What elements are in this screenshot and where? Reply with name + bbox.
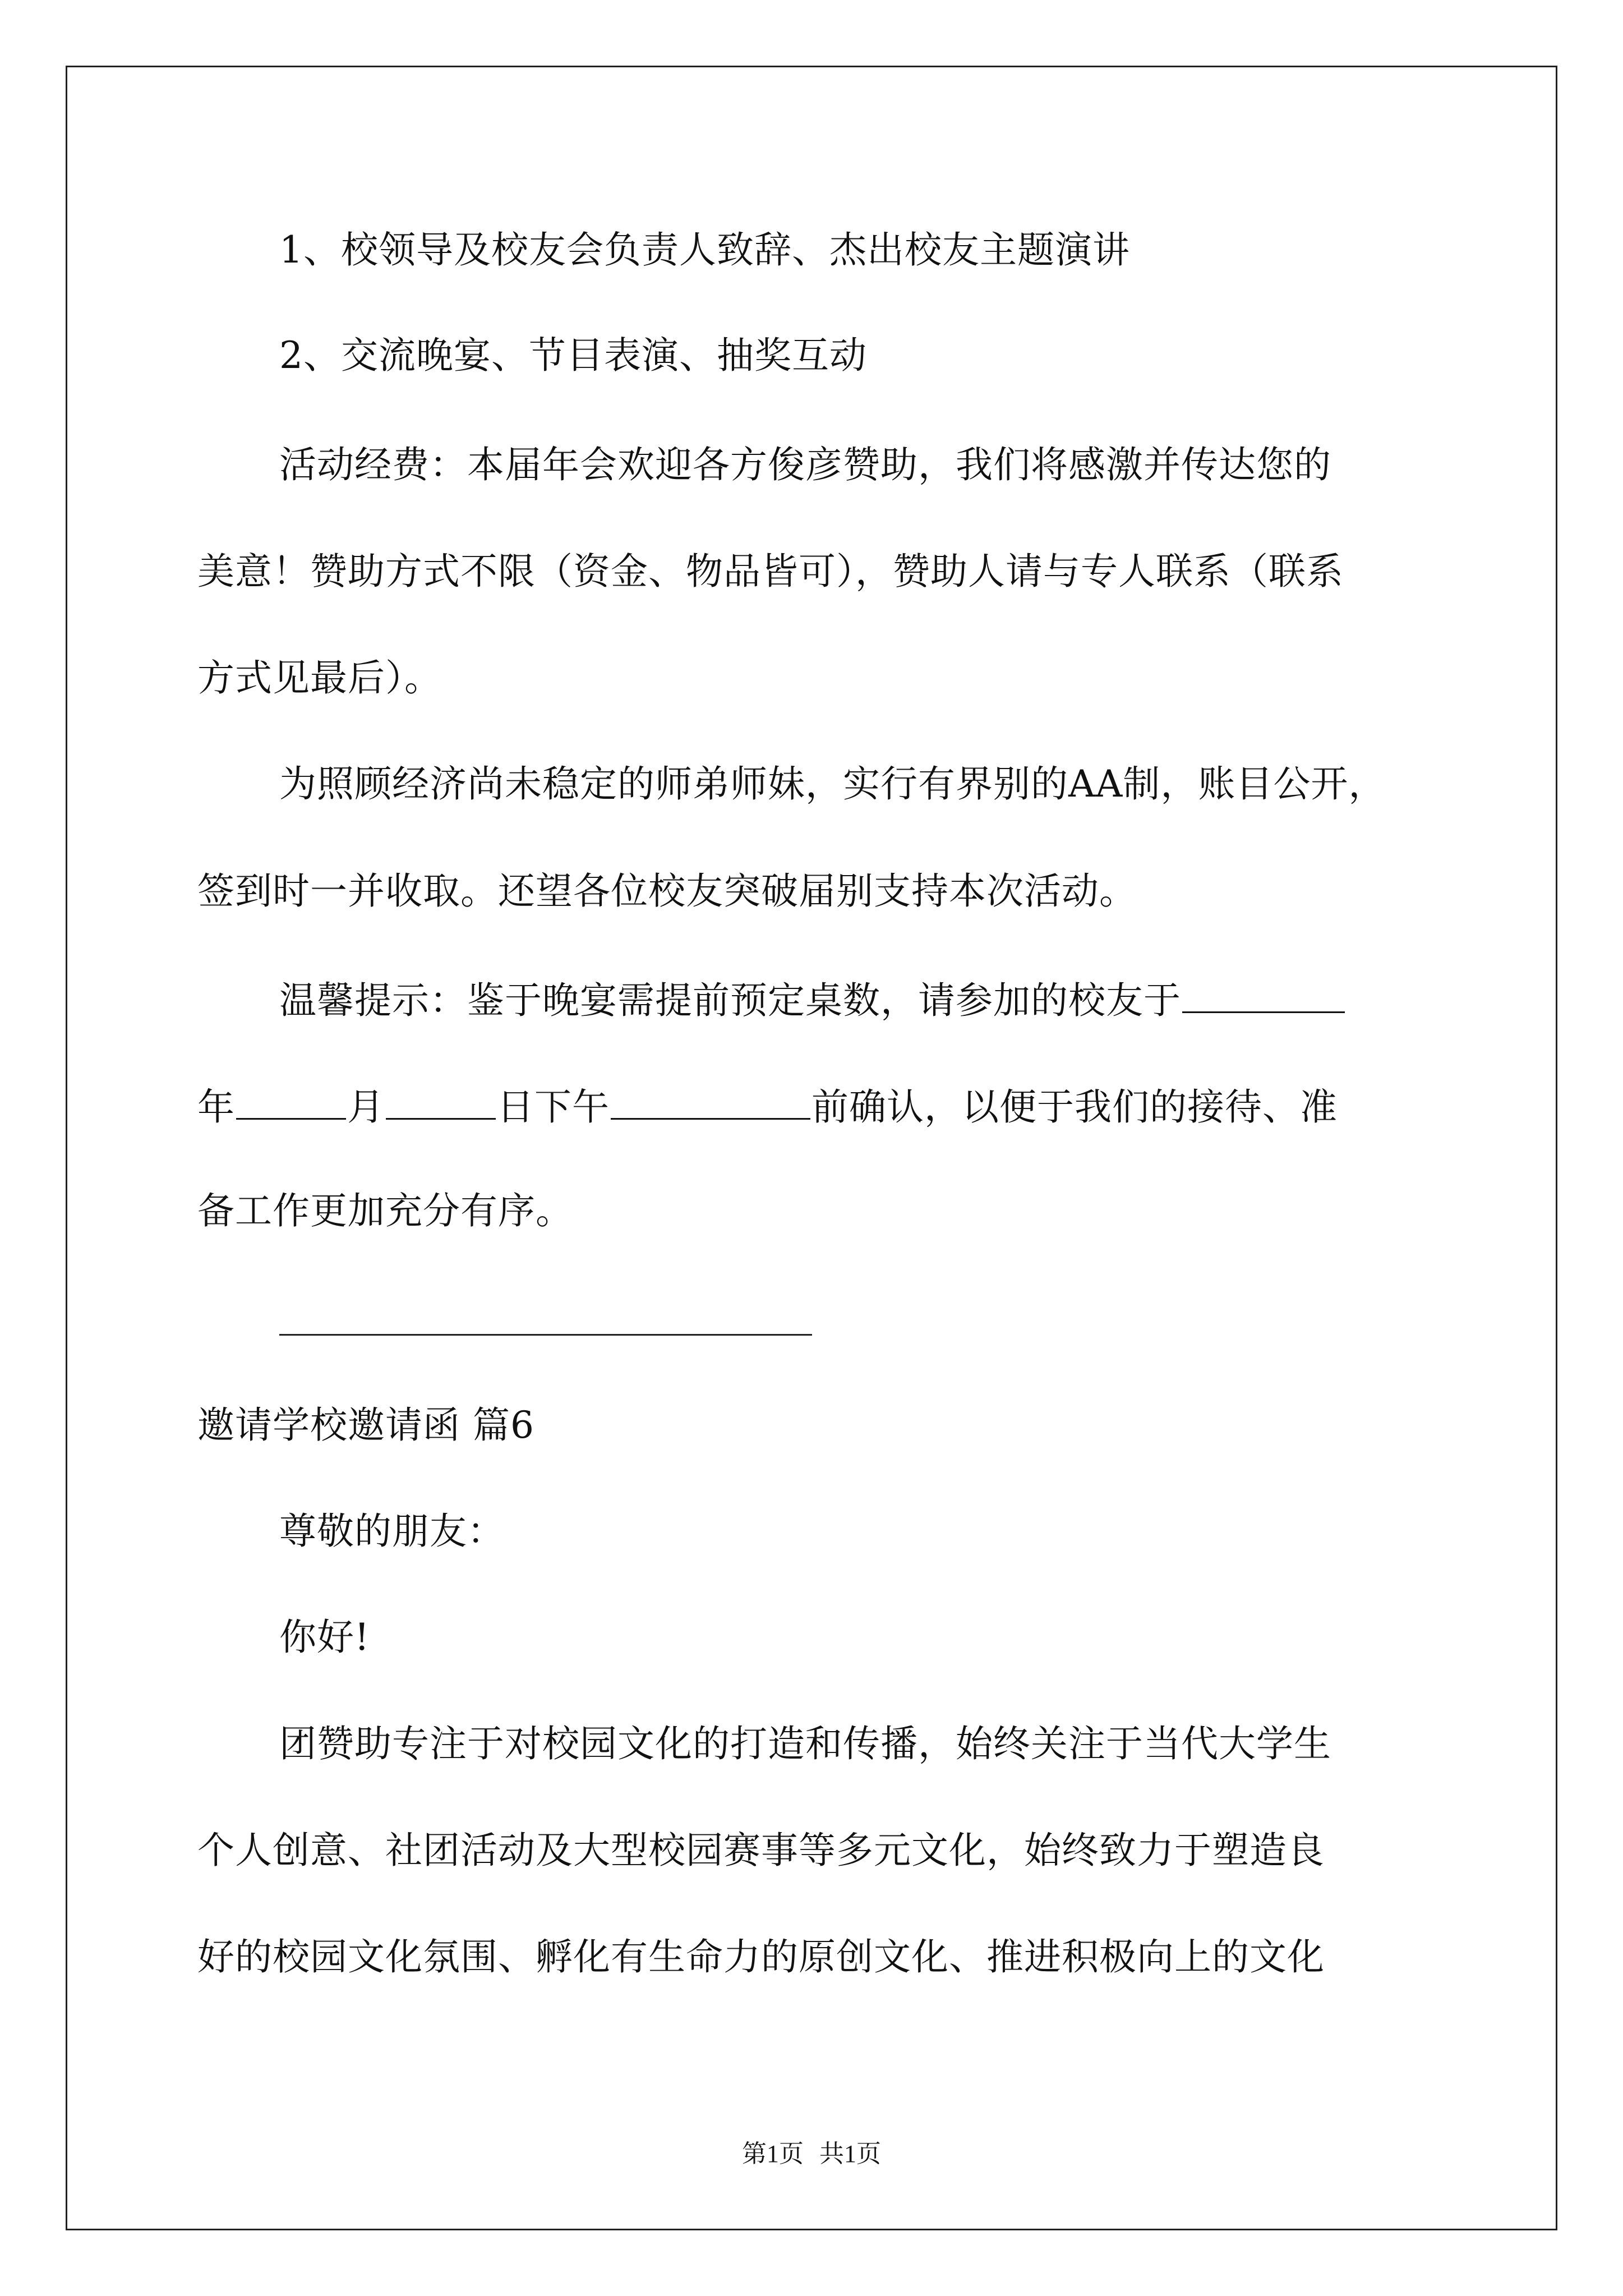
confirm-text: 前确认，以便于我们的接待、准: [811, 1085, 1338, 1129]
agenda-item-2: 2、交流晚宴、节目表演、抽奖互动: [279, 334, 867, 377]
fee-line-1: 为照顾经济尚未稳定的师弟师妹，实行有界别的AA制，账目公开，: [279, 762, 1386, 806]
day-afternoon-label: 日下午: [497, 1085, 610, 1129]
section-divider: [279, 1334, 812, 1336]
body-line-3: 好的校园文化氛围、孵化有生命力的原创文化、推进积极向上的文化: [197, 1935, 1325, 1978]
page-number: 第1页: [742, 2140, 804, 2168]
time-blank: [611, 1085, 810, 1120]
page-total: 共1页: [819, 2140, 881, 2168]
reminder-line-3: 备工作更加充分有序。: [197, 1189, 573, 1232]
reminder-line-2: [197, 1085, 1338, 1129]
page-footer: [0, 2142, 1623, 2166]
day-blank: [386, 1085, 496, 1120]
fee-line-2: 签到时一并收取。还望各位校友突破届别支持本次活动。: [197, 869, 1137, 913]
agenda-item-1: 1、校领导及校友会负责人致辞、杰出校友主题演讲: [279, 228, 1130, 272]
funding-line-2: 美意！赞助方式不限（资金、物品皆可），赞助人请与专人联系（联系: [197, 550, 1344, 593]
funding-line-1: 活动经费：本届年会欢迎各方俊彦赞助，我们将感激并传达您的: [279, 443, 1331, 486]
reminder-line-1: [279, 979, 1346, 1022]
year-label: 年: [197, 1085, 235, 1129]
month-blank: [236, 1085, 346, 1120]
section-title: 邀请学校邀请函 篇6: [197, 1404, 534, 1447]
date-blank-fill: [1182, 979, 1345, 1013]
reminder-text: 温馨提示：鉴于晚宴需提前预定桌数，请参加的校友于: [279, 979, 1181, 1022]
page-border: [66, 66, 1557, 2230]
funding-line-3: 方式见最后）。: [197, 656, 442, 700]
month-label: 月: [347, 1085, 385, 1129]
body-line-1: 团赞助专注于对校园文化的打造和传播，始终关注于当代大学生: [279, 1722, 1331, 1765]
salutation: 尊敬的朋友：: [279, 1510, 505, 1553]
body-line-2: 个人创意、社团活动及大型校园赛事等多元文化，始终致力于塑造良: [197, 1829, 1325, 1872]
greeting: 你好!: [279, 1616, 370, 1659]
